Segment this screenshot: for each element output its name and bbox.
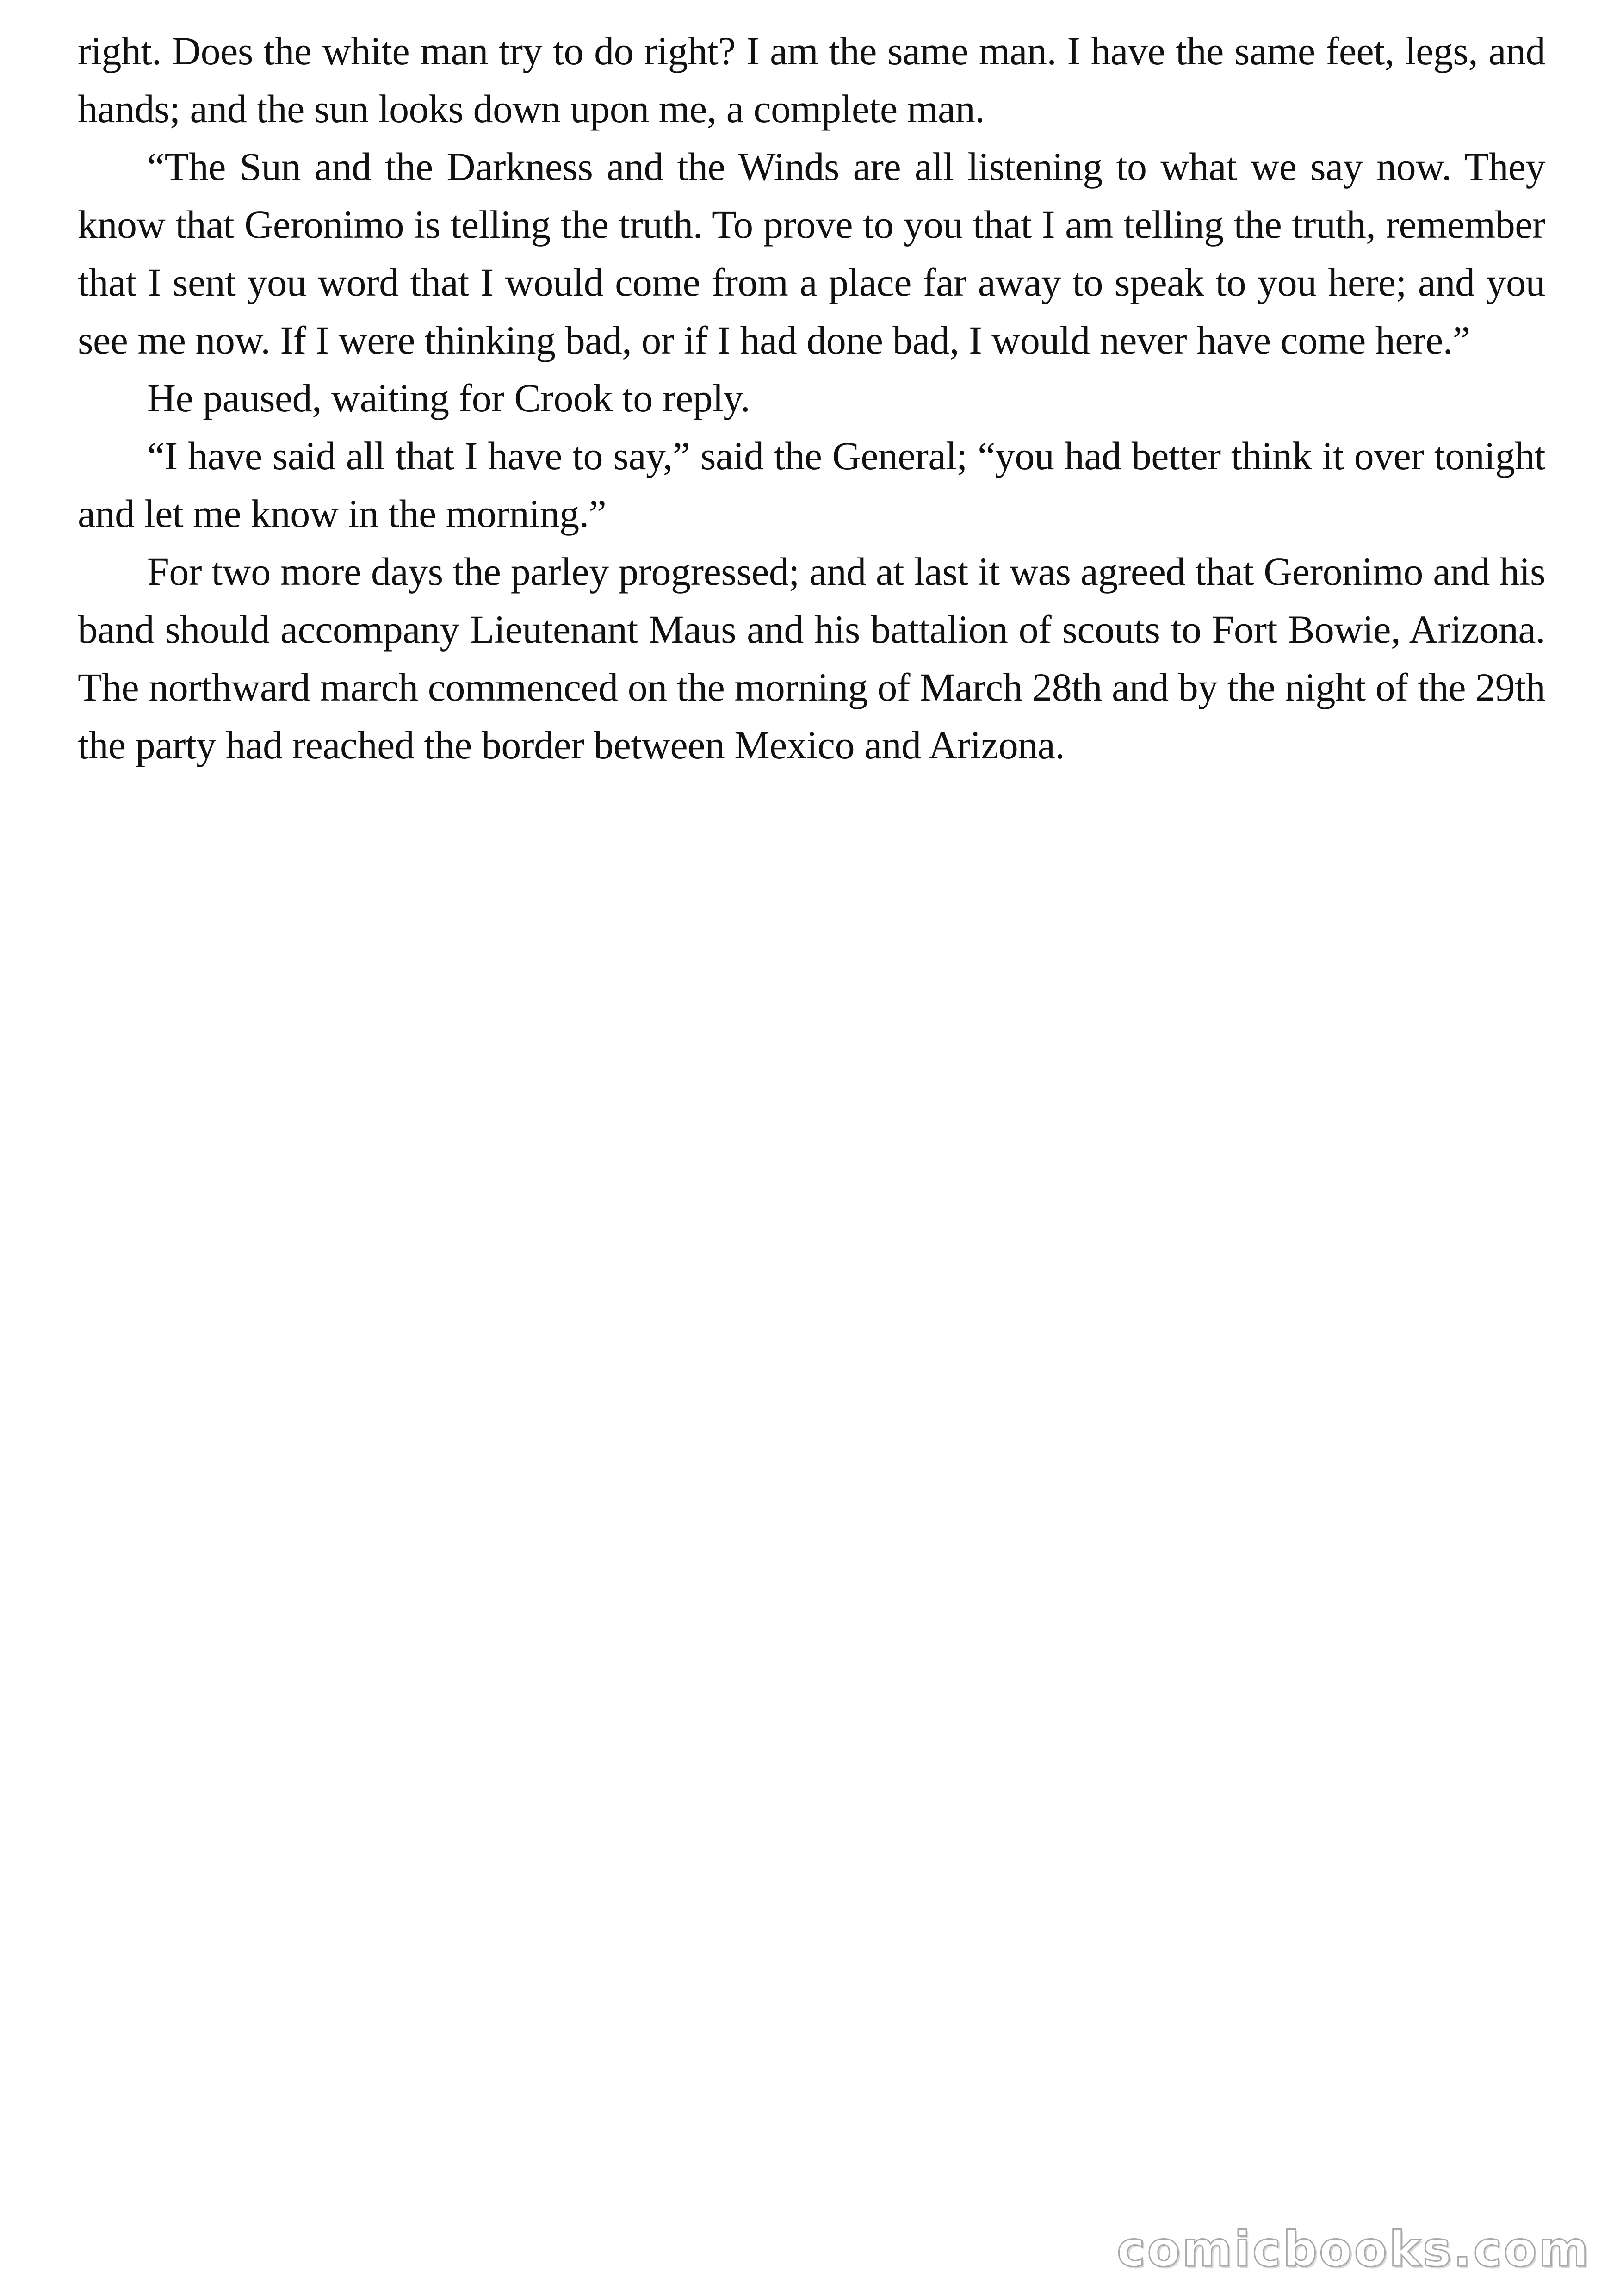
paragraph-continued: right. Does the white man try to do right? I am the same man. I have the same feet, legs, and hands; and the sun looks down upon me, a complete man. xyxy=(78,29,1545,131)
paragraph-parley: For two more days the parley progressed; and at last it was agreed that Geronimo and his band should accompany Lieutenant Maus and his battalion of scouts to Fort Bowie, Arizona. The northward march commenced on the morning of March 28th and by the night of the 29th the party had reached the border between Mexico and Arizona. xyxy=(78,549,1545,767)
paragraph-paused: He paused, waiting for Crook to reply. xyxy=(147,376,750,420)
page-body-text xyxy=(78,22,1545,774)
paragraph-geronimo-speech: “The Sun and the Darkness and the Winds are all listening to what we say now. They know that Geronimo is telling the truth. To prove to you that I am telling the truth, remember that I sent you word that I would come from a place far away to speak to you here; and you see me now. If I were thinking bad, or if I had done bad, I would never have come here.” xyxy=(78,144,1545,362)
paragraph-general-reply: “I have said all that I have to say,” said the General; “you had better think it over tonight and let me know in the morning.” xyxy=(78,434,1545,536)
watermark-logo: comicbooks.com xyxy=(1116,2221,1591,2277)
